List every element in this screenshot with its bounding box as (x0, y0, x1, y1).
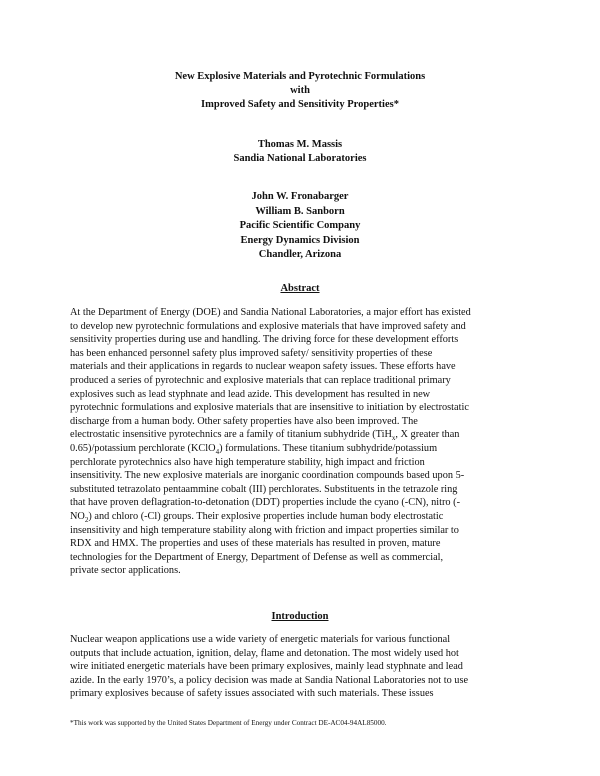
abstract-line (70, 428, 530, 442)
abstract-body (70, 306, 530, 578)
paper-title (0, 70, 600, 112)
abstract-line: perchlorate pyrotechnics also have high temperature stability, high impact and friction (70, 456, 425, 468)
author-block-1 (0, 138, 600, 166)
abstract-line: materials and their applications in regards to nuclear weapon safety issues. These efforts have (70, 361, 456, 373)
abstract-line: that have proven deflagration-to-detonation (DDT) properties include the cyano (-CN), nitro (- (70, 497, 460, 509)
introduction-line: outputs that include actuation, ignition, delay, flame and detonation. The most widely used hot (70, 647, 459, 659)
text-run: ) formulations. These titanium subhydride/potassium (219, 442, 438, 454)
text-run: electrostatic insensitive pyrotechnics are a family of titanium subhydride (TiH (70, 429, 392, 441)
abstract-line: to develop new pyrotechnic formulations and explosive materials that have improved safety and (70, 320, 466, 332)
introduction-line: Nuclear weapon applications use a wide variety of energetic materials for various functional (70, 634, 451, 645)
abstract-line: explosives such as lead styphnate and lead azide. This development has resulted in new (70, 388, 431, 400)
introduction-line: wire initiated energetic materials have been primary explosives, mainly lead styphnate and lead (70, 661, 463, 673)
abstract-line: substituted tetrazolato pentaammine cobalt (III) perchlorates. Substituents in the tetrazole ring (70, 483, 458, 495)
author-location: Chandler, Arizona (258, 249, 342, 261)
abstract-line: sensitivity properties during use and handling. The driving force for these development efforts (70, 334, 459, 346)
abstract-heading: Abstract (280, 283, 320, 294)
abstract-line: technologies for the Department of Energy, Department of Defense as well as commercial, (70, 551, 444, 563)
abstract-line: insensitivity. The new explosive materials are inorganic coordination compounds based upon 5- (70, 470, 465, 482)
title-line-2: with (290, 85, 310, 96)
abstract-line: discharge from a human body. Other safety properties have also been improved. The (70, 415, 418, 427)
introduction-body (70, 633, 530, 701)
author-name-1: John W. Fronabarger (251, 191, 349, 202)
abstract-line: pyrotechnic formulations and explosive materials that are insensitive to initiation by electrostatic (70, 402, 469, 414)
text-run: , X greater than (395, 429, 460, 441)
abstract-line: has been enhanced personnel safety plus improved safety/ sensitivity properties of these (70, 347, 433, 359)
author-company: Pacific Scientific Company (239, 220, 361, 232)
abstract-line: RDX and HMX. The properties and uses of these materials has resulted in proven, mature (70, 538, 441, 550)
subscript: 4 (215, 447, 220, 456)
abstract-line: At the Department of Energy (DOE) and Sandia National Laboratories, a major effort has existed (70, 307, 471, 318)
author-name-2: William B. Sanborn (255, 205, 345, 217)
footnote: *This work was supported by the United States Department of Energy under Contract DE-AC04-94AL85000. (70, 719, 387, 727)
author-block-2 (0, 190, 600, 263)
author-name: Thomas M. Massis (257, 139, 343, 150)
abstract-line (70, 510, 530, 524)
text-run: 0.65)/potassium perchlorate (KClO (70, 442, 216, 454)
introduction-heading: Introduction (271, 611, 329, 622)
abstract-line (70, 442, 530, 456)
author-division: Energy Dynamics Division (240, 234, 360, 246)
introduction-line: azide. In the early 1970’s, a policy decision was made at Sandia National Laboratories not to use (70, 674, 469, 686)
subscript: 2 (84, 515, 89, 524)
author-affiliation: Sandia National Laboratories (233, 153, 367, 164)
abstract-line: produced a series of pyrotechnic and explosive materials that can replace traditional primary (70, 374, 451, 386)
text-run: NO (70, 510, 85, 522)
text-run: ) and chloro (-Cl) groups. Their explosive properties include human body electrostatic (88, 510, 444, 522)
abstract-line: insensitivity and high temperature stability along with friction and impact properties similar to (70, 524, 459, 536)
subscript: x (391, 434, 396, 443)
abstract-line: private sector applications. (70, 565, 181, 577)
title-line-1: New Explosive Materials and Pyrotechnic Formulations (174, 71, 426, 82)
introduction-line: primary explosives because of safety issues associated with such materials. These issues (70, 688, 434, 700)
title-line-3: Improved Safety and Sensitivity Properties* (201, 99, 399, 110)
